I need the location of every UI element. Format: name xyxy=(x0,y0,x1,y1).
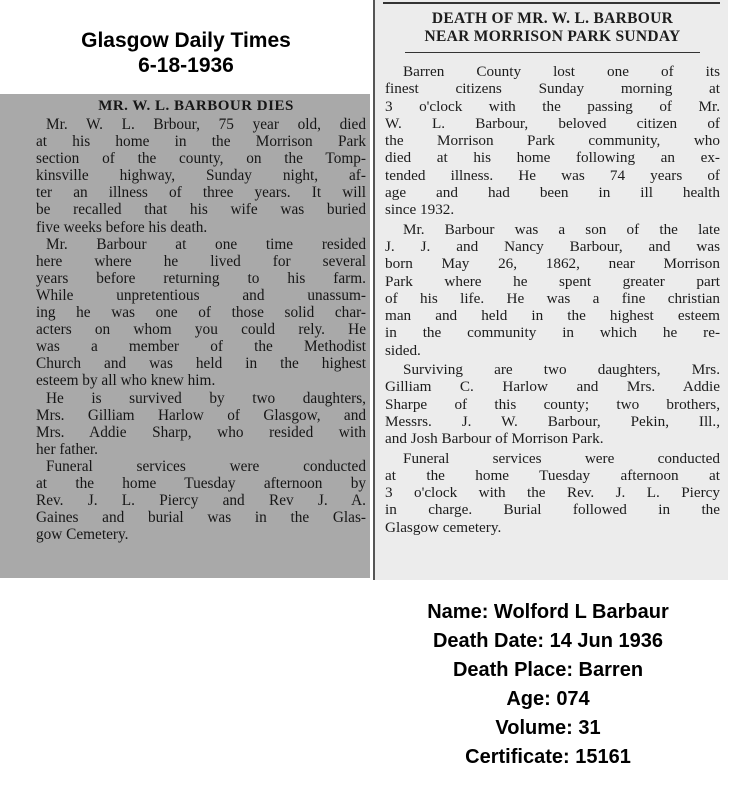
left-paragraph xyxy=(26,458,366,543)
left-text-line: was a member of the Methodist xyxy=(36,338,366,356)
death-record-info xyxy=(370,598,726,772)
right-text-line: and Josh Barbour of Morrison Park. xyxy=(385,430,604,448)
right-paragraph xyxy=(385,63,720,219)
right-clipping-headline xyxy=(385,10,720,46)
right-text-line: 3 o'clock with the passing of Mr. xyxy=(385,97,720,115)
left-text-line: acters on whom you could rely. He xyxy=(36,321,366,339)
right-text-line: the Morrison Park community, who xyxy=(385,132,720,150)
right-text-line: since 1932. xyxy=(385,201,455,219)
right-text-line: Park where he spent greater part xyxy=(385,272,720,290)
record-death-place: Death Place: Barren xyxy=(452,659,644,681)
right-paragraph xyxy=(385,361,720,447)
left-paragraph xyxy=(26,116,366,236)
right-text-line: of his life. He was a fine christian xyxy=(385,289,720,307)
right-clipping-body xyxy=(385,63,720,536)
right-text-line: man and held in the highest esteem xyxy=(385,307,720,325)
left-text-line: Mr. W. L. Brbour, 75 year old, died xyxy=(46,116,366,133)
right-text-line: W. L. Barbour, beloved citizen of xyxy=(385,114,720,132)
left-text-line: Gaines and burial was in the Glas- xyxy=(36,509,366,527)
right-text-line: Glasgow cemetery. xyxy=(385,518,502,536)
left-text-line: While unpretentious and unassum- xyxy=(36,286,366,304)
record-death-date: Death Date: 14 Jun 1936 xyxy=(432,630,664,652)
record-certificate: Certificate: 15161 xyxy=(465,746,631,768)
record-name: Name: Wolford L Barbaur xyxy=(427,601,669,623)
top-rule xyxy=(383,2,720,4)
record-age: Age: 074 xyxy=(506,688,590,710)
right-text-line: finest citizens Sunday morning at xyxy=(385,80,720,98)
left-text-line: years before returning to his farm. xyxy=(36,269,366,287)
left-text-line: her father. xyxy=(36,440,99,458)
left-paragraph xyxy=(26,390,366,458)
left-text-line: He is survived by two daughters, xyxy=(46,389,366,407)
right-text-line: born May 26, 1862, near Morrison xyxy=(385,255,720,273)
left-text-line: Church and was held in the highest xyxy=(36,355,366,373)
left-text-line: five weeks before his death. xyxy=(36,218,208,236)
right-text-line: Messrs. J. W. Barbour, Pekin, Ill., xyxy=(385,412,720,430)
right-text-line: Surviving are two daughters, Mrs. xyxy=(403,361,720,379)
newspaper-header xyxy=(0,28,372,78)
right-obituary-clipping xyxy=(373,0,728,580)
right-text-line: sided. xyxy=(385,341,421,359)
right-paragraph xyxy=(385,221,720,359)
right-text-line: Mr. Barbour was a son of the late xyxy=(403,220,720,238)
record-volume: Volume: 31 xyxy=(495,717,601,739)
publication-date: 6-18-1936 xyxy=(138,54,234,77)
right-text-line: died at his home following an ex- xyxy=(385,149,720,167)
headline-rule xyxy=(405,52,700,53)
right-text-line: Funeral services were conducted xyxy=(403,449,720,467)
left-clipping-body xyxy=(26,116,366,543)
newspaper-name: Glasgow Daily Times xyxy=(81,29,291,52)
left-text-line: Mr. Barbour at one time resided xyxy=(46,235,366,253)
right-text-line: Sharpe of this county; two brothers, xyxy=(385,395,720,413)
left-text-line: section of the county, on the Tomp- xyxy=(36,150,366,168)
right-text-line: tended illness. He was 74 years of xyxy=(385,166,720,184)
left-text-line: Funeral services were conducted xyxy=(46,457,366,475)
left-text-line: kinsville highway, Sunday night, af- xyxy=(36,167,366,185)
right-text-line: Gilliam C. Harlow and Mrs. Addie xyxy=(385,378,720,396)
left-text-line: ter an illness of three years. It will xyxy=(36,184,366,202)
right-text-line: J. J. and Nancy Barbour, and was xyxy=(385,237,720,255)
left-paragraph xyxy=(26,236,366,390)
left-text-line: ing he was one of those solid char- xyxy=(36,304,366,322)
right-text-line: in charge. Burial followed in the xyxy=(385,501,720,519)
left-obituary-clipping xyxy=(0,94,370,578)
right-paragraph xyxy=(385,450,720,536)
right-headline-line-1: DEATH OF MR. W. L. BARBOUR xyxy=(431,10,674,27)
right-text-line: Barren County lost one of its xyxy=(403,63,720,80)
right-text-line: age and had been in ill health xyxy=(385,184,720,202)
left-text-line: esteem by all who knew him. xyxy=(36,372,216,390)
left-text-line: Rev. J. L. Piercy and Rev J. A. xyxy=(36,492,366,510)
right-text-line: in the community in which he re- xyxy=(385,324,720,342)
left-text-line: Mrs. Addie Sharp, who resided with xyxy=(36,423,366,441)
left-text-line: at his home in the Morrison Park xyxy=(36,133,366,151)
left-text-line: be recalled that his wife was buried xyxy=(36,201,366,219)
left-clipping-headline: MR. W. L. BARBOUR DIES xyxy=(98,98,294,114)
left-text-line: here where he lived for several xyxy=(36,252,366,270)
right-text-line: 3 o'clock with the Rev. J. L. Piercy xyxy=(385,484,720,502)
right-text-line: at the home Tuesday afternoon at xyxy=(385,466,720,484)
left-text-line: Mrs. Gilliam Harlow of Glasgow, and xyxy=(36,406,366,424)
right-headline-line-2: NEAR MORRISON PARK SUNDAY xyxy=(424,28,681,45)
left-text-line: gow Cemetery. xyxy=(36,526,129,544)
left-text-line: at the home Tuesday afternoon by xyxy=(36,474,366,492)
